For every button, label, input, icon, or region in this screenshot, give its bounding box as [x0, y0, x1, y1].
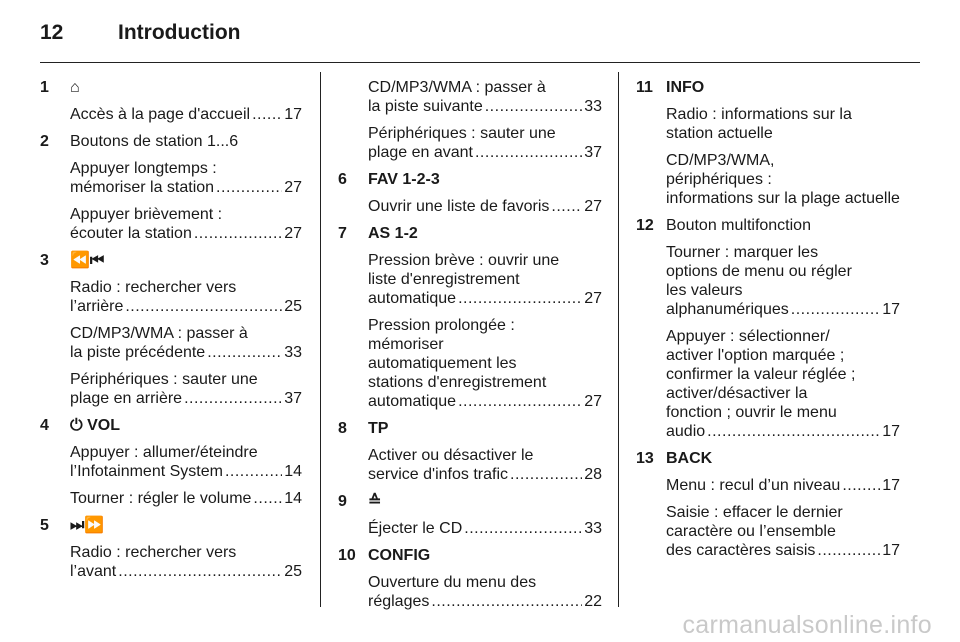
- description-line: CD/MP3/WMA : passer à: [70, 325, 248, 342]
- column-1: [40, 78, 302, 589]
- description-line: Pression prolongée :: [368, 317, 515, 334]
- line-text: automatique: [368, 393, 457, 410]
- description-line: Appuyer : allumer/éteindre: [70, 444, 258, 461]
- leader-dots: [253, 489, 282, 508]
- description-line: [70, 389, 302, 408]
- control-label-text: Bouton multifonction: [666, 217, 811, 234]
- line-text: l’Infotainment System: [70, 463, 223, 480]
- line-text: réglages: [368, 593, 430, 610]
- line-text: des caractères saisis: [666, 542, 816, 559]
- entry-heading: [636, 216, 900, 235]
- control-number: 4: [40, 417, 49, 434]
- entry-heading: [338, 170, 602, 189]
- line-text: plage en arrière: [70, 390, 183, 407]
- page-reference: 17: [882, 477, 900, 494]
- control-description: [666, 105, 900, 143]
- leader-dots: [225, 462, 282, 481]
- page-header: [40, 18, 240, 48]
- description-line: informations sur la plage actuelle: [666, 190, 900, 207]
- description-line: Ouverture du menu des: [368, 574, 537, 591]
- entry-heading: [40, 416, 302, 435]
- header-rule: [40, 62, 920, 63]
- control-description: [368, 316, 602, 411]
- description-line: [368, 289, 602, 308]
- control-description: [368, 78, 602, 116]
- control-entry: [338, 419, 602, 484]
- description-line: fonction ; ouvrir le menu: [666, 404, 837, 421]
- control-entry: [338, 224, 602, 411]
- power-icon: ⏻: [70, 417, 83, 434]
- leader-dots: [207, 343, 282, 362]
- entry-heading: [636, 449, 900, 468]
- description-line: [70, 297, 302, 316]
- control-label-text: BACK: [666, 450, 713, 467]
- control-entry: [338, 170, 602, 216]
- page-reference: 37: [284, 390, 302, 407]
- line-text: mémoriser la station: [70, 179, 215, 196]
- leader-dots: [551, 197, 582, 216]
- control-description: [666, 243, 900, 319]
- control-description: [368, 446, 602, 484]
- control-entry: [636, 216, 900, 441]
- leader-dots: [817, 541, 880, 560]
- control-label: [368, 170, 440, 189]
- watermark: carmanualsonline.info: [682, 611, 932, 639]
- control-number: 10: [338, 547, 356, 564]
- control-label-text: FAV 1-2-3: [368, 171, 440, 188]
- description-line: [70, 489, 302, 508]
- home-icon: ⌂: [70, 79, 80, 96]
- description-line: périphériques :: [666, 171, 772, 188]
- control-label-text: Boutons de station 1...6: [70, 133, 239, 150]
- page-reference: 28: [584, 466, 602, 483]
- control-label: [666, 449, 712, 468]
- control-description: [70, 278, 302, 316]
- description-line: [70, 462, 302, 481]
- control-entry: [40, 416, 302, 508]
- description-line: [70, 562, 302, 581]
- control-description: [368, 124, 602, 162]
- description-line: [666, 300, 900, 319]
- control-label: [70, 251, 104, 270]
- column-3: [636, 78, 900, 568]
- control-number: 9: [338, 493, 347, 510]
- control-description: [666, 503, 900, 560]
- description-line: Radio : rechercher vers: [70, 279, 237, 296]
- line-text: plage en avant: [368, 144, 473, 161]
- page-reference: 17: [882, 542, 900, 559]
- description-line: [666, 476, 900, 495]
- control-description: [666, 476, 900, 495]
- entry-heading: [338, 546, 602, 565]
- description-line: Appuyer brièvement :: [70, 206, 223, 223]
- leader-dots: [485, 97, 582, 116]
- description-line: liste d'enregistrement: [368, 271, 520, 288]
- control-description: [70, 159, 302, 197]
- line-text: la piste suivante: [368, 98, 483, 115]
- line-text: l’arrière: [70, 298, 124, 315]
- control-description: [368, 519, 602, 538]
- description-line: CD/MP3/WMA,: [666, 152, 775, 169]
- page-reference: 14: [284, 490, 302, 507]
- control-label: [368, 224, 418, 243]
- description-line: Périphériques : sauter une: [70, 371, 258, 388]
- control-number: 6: [338, 171, 347, 188]
- control-label-text: VOL: [87, 417, 120, 434]
- description-line: mémoriser: [368, 336, 444, 353]
- description-line: les valeurs: [666, 282, 743, 299]
- control-description: [70, 443, 302, 481]
- description-line: [70, 224, 302, 243]
- description-line: [368, 143, 602, 162]
- page-title: Introduction: [118, 21, 241, 44]
- control-description: [70, 543, 302, 581]
- control-description: [368, 197, 602, 216]
- description-line: [368, 519, 602, 538]
- control-number: 8: [338, 420, 347, 437]
- page-reference: 27: [284, 179, 302, 196]
- description-line: [368, 97, 602, 116]
- leader-dots: [194, 224, 282, 243]
- control-entry: [40, 516, 302, 581]
- line-text: écouter la station: [70, 225, 192, 242]
- description-line: caractère ou l’ensemble: [666, 523, 836, 540]
- page-reference: 33: [284, 344, 302, 361]
- control-entry: [636, 78, 900, 208]
- entry-heading: [636, 78, 900, 97]
- control-label: [70, 78, 80, 97]
- line-text: audio: [666, 423, 706, 440]
- control-number: 3: [40, 252, 49, 269]
- description-line: [70, 343, 302, 362]
- line-text: l’avant: [70, 563, 117, 580]
- description-line: Activer ou désactiver le: [368, 447, 534, 464]
- entry-heading: [40, 516, 302, 535]
- page-reference: 33: [584, 98, 602, 115]
- leader-dots: [184, 389, 282, 408]
- description-line: Radio : rechercher vers: [70, 544, 237, 561]
- control-label: [368, 492, 381, 511]
- line-text: alphanumériques: [666, 301, 789, 318]
- description-line: [666, 541, 900, 560]
- line-text: Éjecter le CD: [368, 520, 463, 537]
- description-line: Appuyer longtemps :: [70, 160, 217, 177]
- control-number: 13: [636, 450, 654, 467]
- leader-dots: [842, 476, 880, 495]
- seek-back-icon: ⏪⏮: [70, 252, 105, 269]
- eject-icon: ≙: [368, 493, 382, 510]
- control-description: [666, 327, 900, 441]
- description-line: [368, 465, 602, 484]
- control-number: 2: [40, 133, 49, 150]
- entry-heading: [338, 224, 602, 243]
- leader-dots: [707, 422, 880, 441]
- control-number: 7: [338, 225, 347, 242]
- control-label-text: INFO: [666, 79, 705, 96]
- leader-dots: [118, 562, 282, 581]
- page-number: 12: [40, 21, 64, 44]
- line-text: service d'infos trafic: [368, 466, 508, 483]
- description-line: Radio : informations sur la: [666, 106, 852, 123]
- description-line: [666, 422, 900, 441]
- line-text: Menu : recul d’un niveau: [666, 477, 841, 494]
- page-reference: 27: [584, 393, 602, 410]
- description-line: automatiquement les: [368, 355, 517, 372]
- description-line: confirmer la valeur réglée ;: [666, 366, 856, 383]
- description-line: activer/désactiver la: [666, 385, 808, 402]
- entry-heading: [40, 132, 302, 151]
- description-line: [368, 592, 602, 611]
- control-entry: [636, 449, 900, 560]
- control-label-text: TP: [368, 420, 389, 437]
- control-number: 1: [40, 79, 49, 96]
- seek-forward-icon: ⏭⏩: [70, 517, 105, 534]
- line-text: Tourner : régler le volume: [70, 490, 252, 507]
- control-label: [666, 216, 811, 235]
- description-line: Pression brève : ouvrir une: [368, 252, 560, 269]
- entry-heading: [338, 419, 602, 438]
- leader-dots: [216, 178, 282, 197]
- column-divider: [320, 72, 321, 607]
- control-entry: [338, 492, 602, 538]
- description-line: CD/MP3/WMA : passer à: [368, 79, 546, 96]
- leader-dots: [252, 105, 282, 124]
- description-line: station actuelle: [666, 125, 773, 142]
- leader-dots: [475, 143, 582, 162]
- page-reference: 14: [284, 463, 302, 480]
- description-line: stations d'enregistrement: [368, 374, 547, 391]
- page-reference: 27: [584, 290, 602, 307]
- description-line: [70, 105, 302, 124]
- leader-dots: [510, 465, 582, 484]
- control-label: [368, 419, 388, 438]
- leader-dots: [458, 289, 582, 308]
- control-label-text: AS 1-2: [368, 225, 418, 242]
- line-text: automatique: [368, 290, 457, 307]
- page-reference: 25: [284, 563, 302, 580]
- control-label: [70, 132, 238, 151]
- page-reference: 17: [284, 106, 302, 123]
- page-reference: 37: [584, 144, 602, 161]
- line-text: la piste précédente: [70, 344, 206, 361]
- control-entry: [338, 78, 602, 162]
- control-label: [70, 516, 104, 535]
- entry-heading: [40, 251, 302, 270]
- description-line: Périphériques : sauter une: [368, 125, 556, 142]
- control-description: [70, 489, 302, 508]
- description-line: [70, 178, 302, 197]
- leader-dots: [125, 297, 282, 316]
- entry-heading: [338, 492, 602, 511]
- page-reference: 33: [584, 520, 602, 537]
- description-line: Saisie : effacer le dernier: [666, 504, 843, 521]
- column-2: [338, 78, 602, 619]
- control-number: 12: [636, 217, 654, 234]
- description-line: [368, 197, 602, 216]
- page-reference: 27: [284, 225, 302, 242]
- page-reference: 25: [284, 298, 302, 315]
- control-description: [368, 251, 602, 308]
- leader-dots: [458, 392, 582, 411]
- description-line: Appuyer : sélectionner/: [666, 328, 830, 345]
- control-description: [70, 324, 302, 362]
- control-label-text: CONFIG: [368, 547, 431, 564]
- line-text: Accès à la page d'accueil: [70, 106, 251, 123]
- control-entry: [40, 251, 302, 408]
- leader-dots: [791, 300, 880, 319]
- control-label: [666, 78, 704, 97]
- control-description: [368, 573, 602, 611]
- control-description: [70, 105, 302, 124]
- description-line: options de menu ou régler: [666, 263, 852, 280]
- page-reference: 17: [882, 301, 900, 318]
- page-reference: 22: [584, 593, 602, 610]
- control-entry: [40, 78, 302, 124]
- leader-dots: [464, 519, 582, 538]
- control-number: 5: [40, 517, 49, 534]
- description-line: Tourner : marquer les: [666, 244, 819, 261]
- control-label: [70, 416, 120, 435]
- leader-dots: [431, 592, 582, 611]
- control-description: [666, 151, 900, 208]
- page-reference: 17: [882, 423, 900, 440]
- control-entry: [338, 546, 602, 611]
- control-description: [70, 205, 302, 243]
- description-line: activer l'option marquée ;: [666, 347, 845, 364]
- entry-heading: [40, 78, 302, 97]
- control-label: [368, 546, 430, 565]
- column-divider: [618, 72, 619, 607]
- control-entry: [40, 132, 302, 243]
- control-description: [70, 370, 302, 408]
- control-number: 11: [636, 79, 653, 96]
- page-reference: 27: [584, 198, 602, 215]
- line-text: Ouvrir une liste de favoris: [368, 198, 550, 215]
- description-line: [368, 392, 602, 411]
